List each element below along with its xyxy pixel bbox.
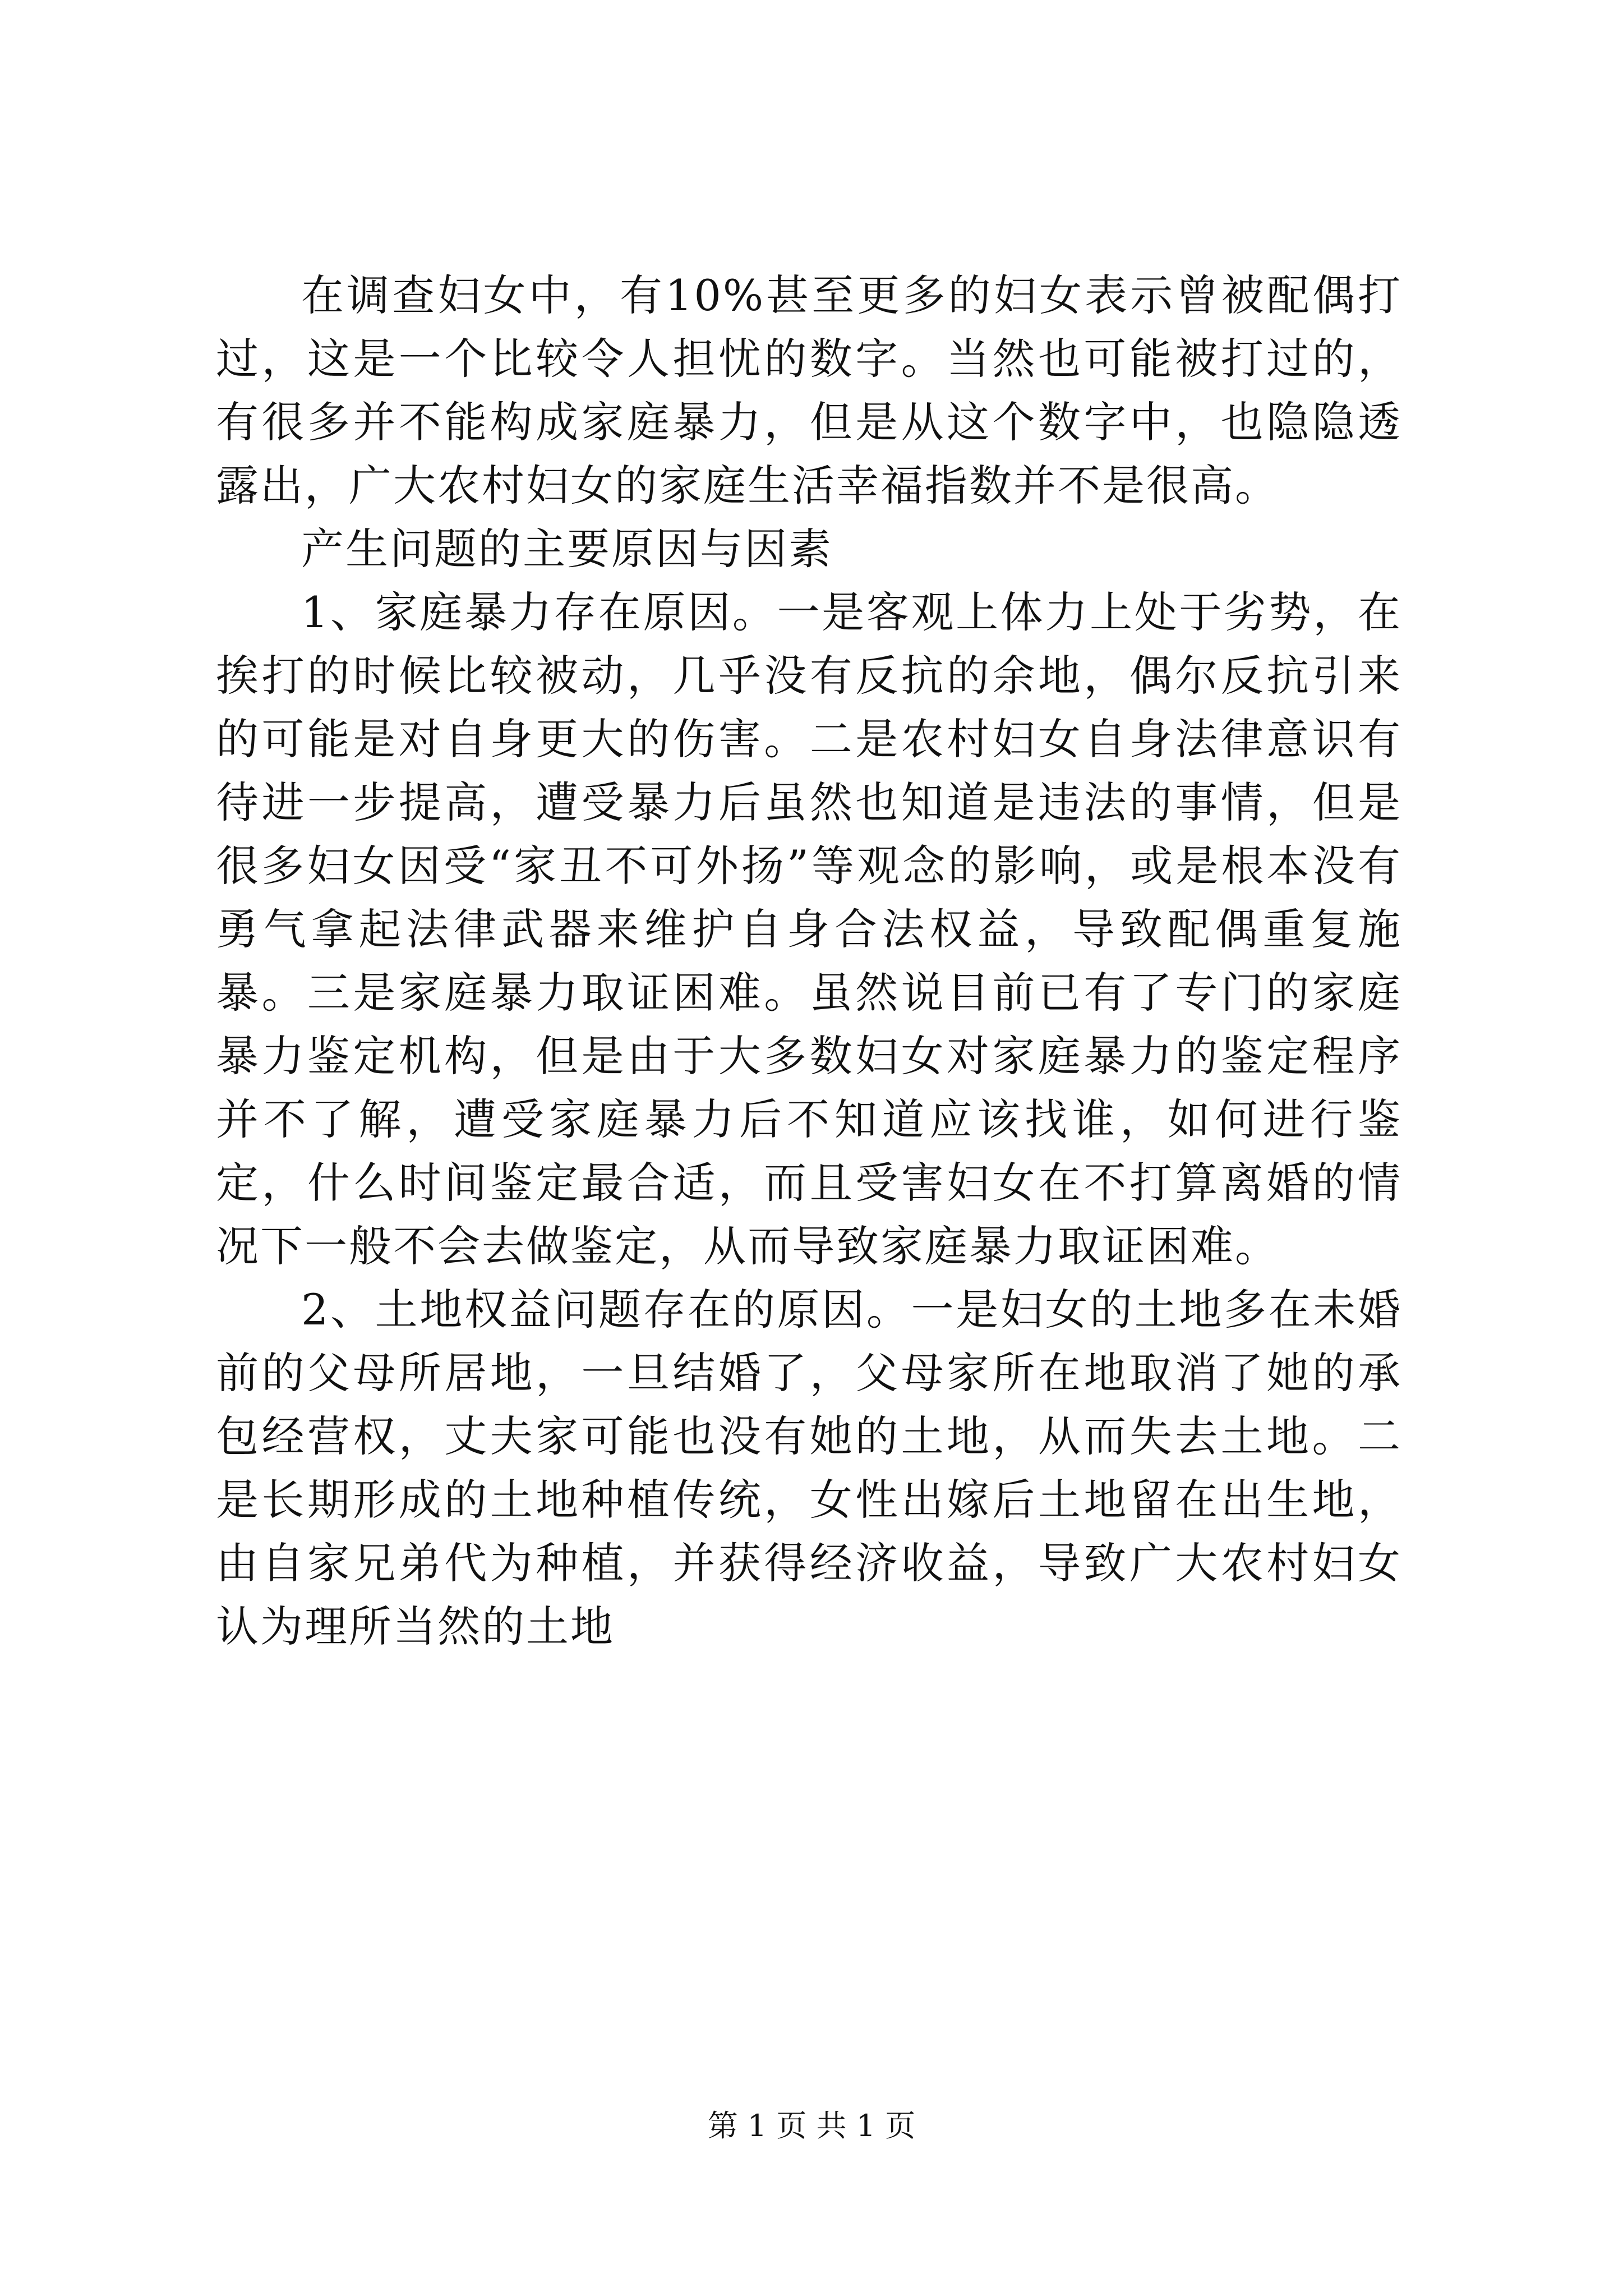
page-footer: 第 1 页 共 1 页 (707, 2108, 916, 2143)
paragraph-domestic-violence-causes: 1、家庭暴力存在原因。一是客观上体力上处于劣势，在挨打的时候比较被动，几乎没有反抗的余地，偶尔反抗引来的可能是对自身更大的伤害。二是农村妇女自身法律意识有待进一步提高，遭受暴力后虽然也知道是违法的事情，但是很多妇女因受“家丑不可外扬”等观念的影响，或是根本没有勇气拿起法律武器来维护自身合法权益，导致配偶重复施暴。三是家庭暴力取证困难。虽然说目前已有了专门的家庭暴力鉴定机构，但是由于大多数妇女对家庭暴力的鉴定程序并不了解，遭受家庭暴力后不知道应该找谁，如何进行鉴定，什么时间鉴定最合适，而且受害妇女在不打算离婚的情况下一般不会去做鉴定，从而导致家庭暴力取证困难。 (216, 587, 1402, 1271)
paragraph-survey-findings: 在调查妇女中，有10%甚至更多的妇女表示曾被配偶打过，这是一个比较令人担忧的数字。当然也可能被打过的，有很多并不能构成家庭暴力，但是从这个数字中，也隐隐透露出，广大农村妇女的家庭生活幸福指数并不是很高。 (216, 270, 1402, 510)
paragraph-land-rights-causes: 2、土地权益问题存在的原因。一是妇女的土地多在未婚前的父母所居地，一旦结婚了，父母家所在地取消了她的承包经营权，丈夫家可能也没有她的土地，从而失去土地。二是长期形成的土地种植传统，女性出嫁后土地留在出生地，由自家兄弟代为种植，并获得经济收益，导致广大农村妇女认为理所当然的土地 (216, 1285, 1402, 1651)
section-heading-causes: 产生问题的主要原因与因素 (301, 524, 833, 574)
document-body (216, 264, 1402, 1658)
